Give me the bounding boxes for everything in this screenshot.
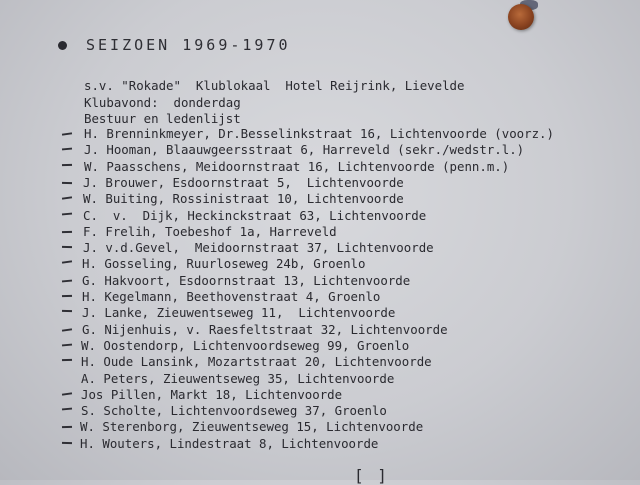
check-dash-mark	[62, 392, 72, 395]
member-entry: G. Hakvoort, Esdoornstraat 13, Lichtenvoorde	[82, 272, 411, 288]
check-dash-mark	[62, 343, 72, 346]
member-entry: J. Lanke, Zieuwentseweg 11, Lichtenvoorde	[82, 305, 396, 321]
check-dash-mark	[62, 359, 72, 361]
intro-line: Bestuur en ledenlijst	[84, 111, 241, 126]
check-dash-mark	[62, 231, 72, 233]
member-entry: F. Frelih, Toebeshof 1a, Harreveld	[83, 223, 337, 239]
check-dash-mark	[62, 197, 72, 200]
member-entry: S. Scholte, Lichtenvoordseweg 37, Groenlo	[81, 403, 387, 419]
check-dash-mark	[62, 426, 72, 428]
check-dash-mark	[62, 163, 72, 165]
member-entry: H. Gosseling, Ruurloseweg 24b, Groenlo	[82, 256, 366, 272]
season-heading: SEIZOEN 1969-1970	[86, 36, 291, 54]
check-dash-mark	[62, 148, 72, 151]
check-dash-mark	[62, 132, 72, 135]
intro-line: s.v. "Rokade" Klublokaal Hotel Reijrink, Lievelde	[84, 78, 465, 93]
check-dash-mark	[62, 182, 72, 184]
check-dash-mark	[62, 408, 72, 411]
member-entry: H. Wouters, Lindestraat 8, Lichtenvoorde	[80, 435, 379, 451]
check-dash-mark	[62, 261, 72, 264]
member-entry: W. Oostendorp, Lichtenvoordseweg 99, Groenlo	[81, 337, 410, 353]
member-entry: W. Sterenborg, Zieuwentseweg 15, Lichtenvoorde	[80, 419, 424, 435]
check-dash-mark	[62, 279, 72, 282]
check-dash-mark	[62, 295, 72, 297]
check-dash-mark	[62, 310, 72, 312]
member-entry: H. Kegelmann, Beethovenstraat 4, Groenlo	[82, 289, 381, 304]
member-entry: H. Brenninkmeyer, Dr.Besselinkstraat 16, Lichtenvoorde (voorz.)	[84, 126, 554, 141]
check-dash-mark	[62, 442, 72, 444]
member-entry: Jos Pillen, Markt 18, Lichtenvoorde	[81, 386, 343, 402]
member-entry: G. Nijenhuis, v. Raesfeltstraat 32, Lichtenvoorde	[82, 321, 448, 337]
member-entry: J. v.d.Gevel, Meidoornstraat 37, Lichtenvoorde	[83, 240, 434, 256]
check-dash-mark	[62, 212, 72, 215]
member-entry: J. Brouwer, Esdoornstraat 5, Lichtenvoorde	[83, 174, 404, 190]
check-dash-mark	[62, 328, 72, 331]
member-entry: A. Peters, Zieuwentseweg 35, Lichtenvoorde	[81, 370, 395, 386]
member-entry: C. v. Dijk, Heckinckstraat 63, Lichtenvoorde	[83, 207, 427, 223]
intro-line: Klubavond: donderdag	[84, 94, 241, 110]
member-entry: J. Hooman, Blaauwgeersstraat 6, Harreveld (sekr./wedstr.l.)	[84, 142, 525, 158]
page-mark: [ ]	[354, 466, 389, 485]
check-dash-mark	[62, 246, 72, 248]
heading-bullet-icon	[58, 41, 67, 50]
member-entry: H. Oude Lansink, Mozartstraat 20, Lichtenvoorde	[81, 354, 432, 370]
push-pin-icon	[508, 4, 534, 30]
member-entry: W. Paasschens, Meidoornstraat 16, Lichtenvoorde (penn.m.)	[84, 158, 510, 174]
member-entry: W. Buiting, Rossinistraat 10, Lichtenvoorde	[83, 191, 404, 207]
